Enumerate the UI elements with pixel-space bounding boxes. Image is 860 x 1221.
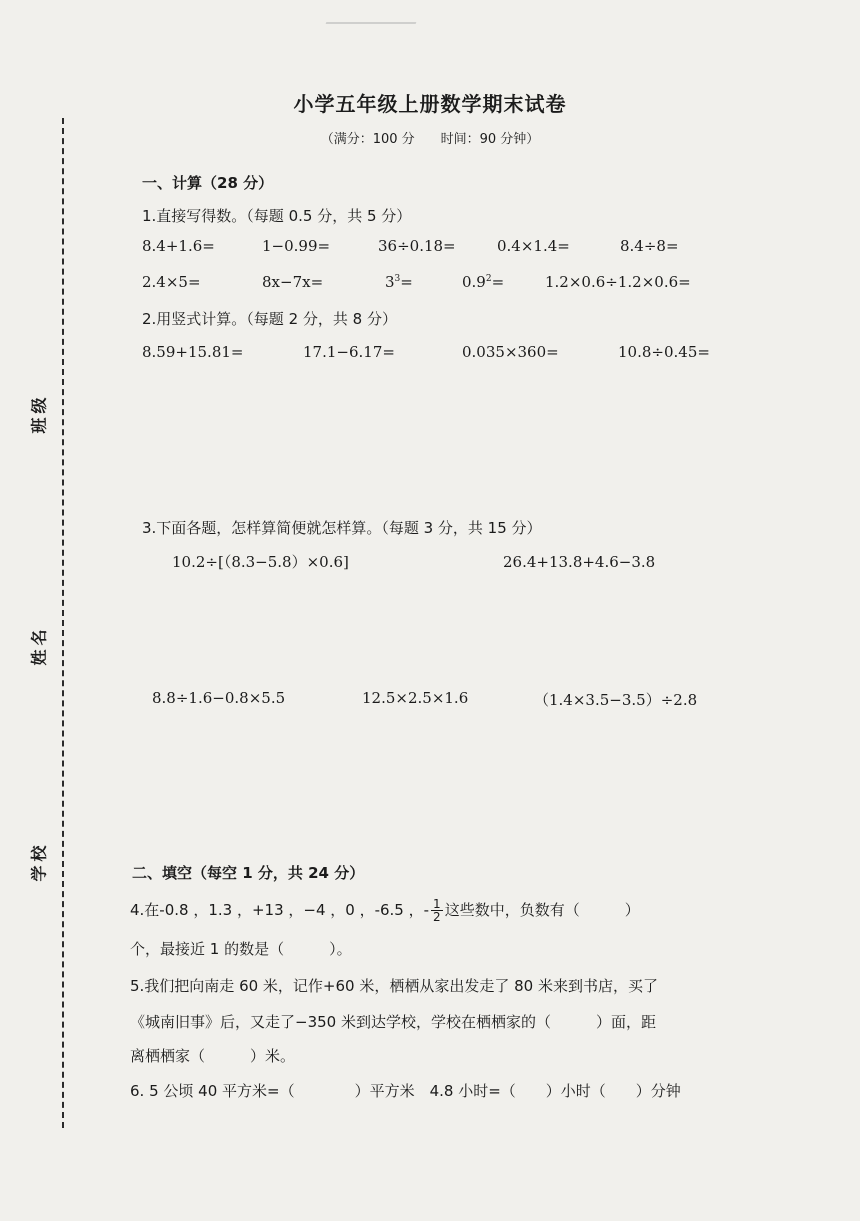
side-label-class: 班级 <box>29 393 49 434</box>
scan-artifact <box>326 0 425 24</box>
page-subtitle: （满分：100 分 时间：90 分钟） <box>320 132 540 147</box>
q1-item: 36÷0.18= <box>378 237 456 255</box>
q2-item: 10.8÷0.45= <box>618 343 710 361</box>
q3-item: 8.8÷1.6−0.8×5.5 <box>152 689 286 707</box>
q1-title: 1.直接写得数。（每题 0.5 分，共 5 分） <box>142 207 412 225</box>
q2-item: 17.1−6.17= <box>303 343 395 361</box>
q1-item: $0.9^2=$ <box>462 273 505 291</box>
q2-item: 0.035×360= <box>462 343 559 361</box>
q3-item: 26.4+13.8+4.6−3.8 <box>503 553 656 571</box>
q2-item: 8.59+15.81= <box>142 343 244 361</box>
side-label-name: 姓名 <box>29 625 49 666</box>
q4-line2: 个，最接近 1 的数是（ ）。 <box>130 940 352 958</box>
q6-line1: 6. 5 公顷 40 平方米=（ ）平方米 4.8 小时=（ ）小时（ ）分钟 <box>130 1082 681 1100</box>
section2-heading: 二、填空（每空 1 分，共 24 分） <box>132 864 365 882</box>
q1-item: $3^3=$ <box>385 273 413 291</box>
side-label-school: 学校 <box>29 841 49 882</box>
q1-item: 0.4×1.4= <box>497 237 570 255</box>
q1-item: 2.4×5= <box>142 273 201 291</box>
q1-item: 8.4+1.6= <box>142 237 215 255</box>
q1-item: 1−0.99= <box>262 237 331 255</box>
q1-item: 1.2×0.6÷1.2×0.6= <box>545 273 691 291</box>
page-title: 小学五年级上册数学期末试卷 <box>293 92 567 116</box>
q3-item: （1.4×3.5−3.5）÷2.8 <box>534 691 698 709</box>
q3-item: 10.2÷[（8.3−5.8）×0.6] <box>172 553 349 571</box>
q1-item: 8x−7x= <box>262 273 324 291</box>
section1-heading: 一、计算（28 分） <box>142 174 274 192</box>
q3-title: 3.下面各题，怎样算简便就怎样算。（每题 3 分，共 15 分） <box>142 519 542 537</box>
q2-title: 2.用竖式计算。（每题 2 分，共 8 分） <box>142 310 397 328</box>
fraction-one-half: $\frac{1}{2}$ <box>433 897 441 924</box>
q5-line3: 离栖栖家（ ）米。 <box>130 1047 296 1065</box>
q1-item: 8.4÷8= <box>620 237 679 255</box>
q3-item: 12.5×2.5×1.6 <box>362 689 469 707</box>
q4-line1: 4.在-0.8 ，1.3 ，+13 ，−4 ，0 ，-6.5 ，- $\frac{1}{2}$ 这些数中，负数有（ ） <box>130 897 640 924</box>
binding-dashed-line <box>62 118 64 1128</box>
q5-line1: 5.我们把向南走 60 米，记作+60 米，栖栖从家出发走了 80 米来到书店，买了 <box>130 977 658 995</box>
q5-line2: 《城南旧事》后，又走了−350 米到达学校，学校在栖栖家的（ ）面，距 <box>130 1013 656 1031</box>
